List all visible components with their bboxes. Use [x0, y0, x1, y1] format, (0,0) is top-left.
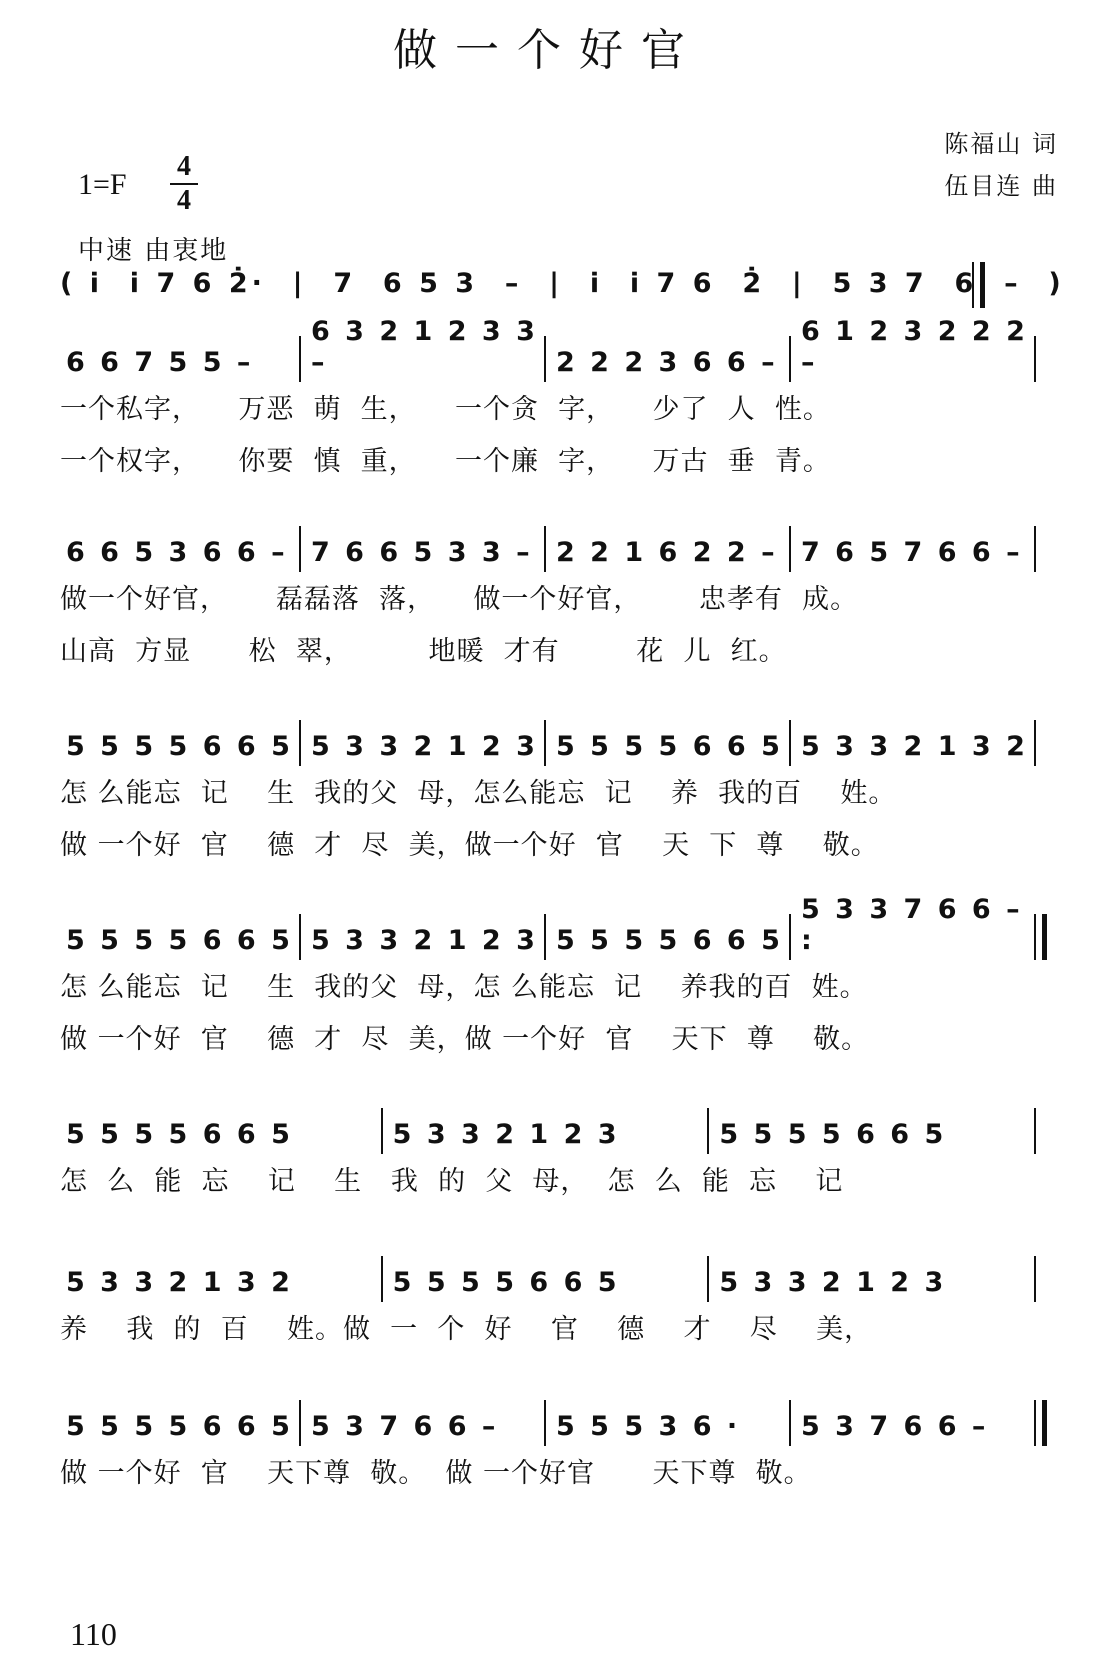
- measure-notes: 5 5 5 5 6 6 5: [556, 731, 783, 762]
- final-barline: [1034, 1400, 1047, 1446]
- score-system: [60, 316, 1050, 488]
- measure: [66, 910, 297, 962]
- measure-notes: 5 3 3 2 1 2 3: [311, 925, 538, 956]
- measure-notes: 5 5 5 5 6 6 5: [66, 1411, 293, 1442]
- measure: [66, 332, 297, 384]
- measure: [66, 1104, 379, 1156]
- barline: [1034, 1108, 1036, 1154]
- measure-notes: 5 5 5 3 6 ·: [556, 1411, 741, 1442]
- lyric-line: 养 我 的 百 姓。做 一 个 好 官 德 才 尽 美，: [60, 1314, 873, 1345]
- score-system: [60, 894, 1050, 1066]
- measure-notes: 5 3 3 2 1 3 2: [66, 1267, 293, 1298]
- barline: [299, 720, 301, 766]
- measure: [556, 1396, 787, 1448]
- measure-notes: 7 6 6 5 3 3 –: [311, 537, 533, 568]
- measure: [556, 522, 787, 574]
- tempo-marking: 中速 由衷地: [78, 236, 229, 266]
- lyric-line: 一个私字， 万恶 萌 生， 一个贪 字， 少了 人 性。: [60, 394, 831, 425]
- score-system: [60, 716, 1050, 872]
- barline: [299, 1400, 301, 1446]
- measure-notes: 5 5 5 5 6 6 5: [392, 1267, 620, 1298]
- score-system: [60, 1396, 1050, 1500]
- measure: [801, 716, 1032, 768]
- measure-notes: 5 3 3 7 6 6 – :: [801, 894, 1023, 956]
- time-signature-bottom: 4: [177, 185, 191, 216]
- measure-notes: 6 6 5 3 6 6 –: [66, 537, 288, 568]
- time-signature: [170, 152, 198, 216]
- barline: [544, 1400, 546, 1446]
- barline: [299, 336, 301, 382]
- barline: [707, 1256, 709, 1302]
- barline: [789, 720, 791, 766]
- notation-row: [60, 1396, 1050, 1448]
- barline: [789, 1400, 791, 1446]
- barline: [544, 336, 546, 382]
- measure: [801, 1396, 1032, 1448]
- measure-notes: 2 2 2 3 6 6 –: [556, 347, 778, 378]
- notation-row: [60, 1252, 1050, 1304]
- measure-notes: 6 3 2 1 2 3 3 –: [311, 316, 538, 378]
- measure: [311, 522, 542, 574]
- measure: [311, 716, 542, 768]
- barline: [1034, 336, 1036, 382]
- notation-row: [60, 522, 1050, 574]
- measure-notes: 6 1 2 3 2 2 2 –: [801, 316, 1028, 378]
- measure: [719, 1104, 1032, 1156]
- measure: [66, 522, 297, 574]
- barline: [299, 526, 301, 572]
- measure: [393, 1252, 706, 1304]
- intro-line: [60, 258, 1065, 310]
- lyricist-credit: 陈福山 词: [944, 130, 1058, 158]
- measure: [556, 716, 787, 768]
- lyric-line: 怎 么 能 忘 记 生 我 的 父 母， 怎 么 能 忘 记: [60, 1166, 844, 1197]
- measure-notes: 2 2 1 6 2 2 –: [556, 537, 778, 568]
- key-signature: 1=F: [78, 168, 127, 201]
- measure: [311, 1396, 542, 1448]
- measure: [66, 716, 297, 768]
- measure-notes: 5 5 5 5 6 6 5: [66, 925, 293, 956]
- notation-row: [60, 316, 1050, 384]
- measure: [556, 910, 787, 962]
- intro-notation: ( i̇ i̇ 7 6 2̇· | 7 6 5 3 – | i̇ i̇ 7 6 2̇ | 5 3 7 6 – ): [60, 268, 1065, 299]
- measure-notes: 5 3 7 6 6 –: [801, 1411, 989, 1442]
- lyric-line: 做 一个好 官 天下尊 敬。 做 一个好官 天下尊 敬。: [60, 1458, 812, 1489]
- measure-notes: 5 3 3 2 1 2 3: [392, 1119, 620, 1150]
- measure: [801, 522, 1032, 574]
- lyric-line: 做一个好官， 磊磊落 落， 做一个好官， 忠孝有 成。: [60, 584, 859, 615]
- notation-row: [60, 1104, 1050, 1156]
- measure-notes: 5 3 3 2 1 2 3: [719, 1267, 947, 1298]
- barline: [789, 914, 791, 960]
- page-title: 做一个好官: [393, 25, 703, 76]
- measure-notes: 5 3 3 2 1 2 3: [311, 731, 538, 762]
- barline: [789, 526, 791, 572]
- barline: [1034, 526, 1036, 572]
- barline: [1034, 1256, 1036, 1302]
- barline: [544, 914, 546, 960]
- barline: [972, 262, 985, 308]
- measure-notes: 7 6 5 7 6 6 –: [801, 537, 1023, 568]
- score-system: [60, 1252, 1050, 1356]
- time-signature-top: 4: [177, 151, 191, 182]
- measure: [311, 910, 542, 962]
- measure-notes: 6 6 7 5 5 –: [66, 347, 254, 378]
- barline: [707, 1108, 709, 1154]
- measure-notes: 5 5 5 5 6 6 5: [719, 1119, 947, 1150]
- notation-row: [60, 716, 1050, 768]
- measure: [311, 316, 542, 384]
- measure-notes: 5 3 7 6 6 –: [311, 1411, 499, 1442]
- composer-credit: 伍目连 曲: [944, 172, 1058, 200]
- measure: [66, 1252, 379, 1304]
- measure-notes: 5 5 5 5 6 6 5: [66, 731, 293, 762]
- score-system: [60, 1104, 1050, 1208]
- lyric-line: 做 一个好 官 德 才 尽 美，做 一个好 官 天下 尊 敬。: [60, 1024, 870, 1055]
- measure: [801, 316, 1032, 384]
- score-system: [60, 522, 1050, 678]
- lyric-line: 一个权字， 你要 慎 重， 一个廉 字， 万古 垂 青。: [60, 446, 831, 477]
- measure: [556, 332, 787, 384]
- measure-notes: 5 5 5 5 6 6 5: [556, 925, 783, 956]
- barline: [381, 1256, 383, 1302]
- measure: [719, 1252, 1032, 1304]
- notation-row: [60, 894, 1050, 962]
- barline: [789, 336, 791, 382]
- lyric-line: 做 一个好 官 德 才 尽 美，做一个好 官 天 下 尊 敬。: [60, 830, 879, 861]
- lyric-line: 怎 么能忘 记 生 我的父 母，怎 么能忘 记 养我的百 姓。: [60, 972, 868, 1003]
- barline: [544, 526, 546, 572]
- measure: [66, 1396, 297, 1448]
- barline: [381, 1108, 383, 1154]
- final-barline: [1034, 914, 1047, 960]
- barline: [544, 720, 546, 766]
- lyric-line: 山高 方显 松 翠， 地暖 才有 花 儿 红。: [60, 636, 787, 667]
- lyric-line: 怎 么能忘 记 生 我的父 母，怎么能忘 记 养 我的百 姓。: [60, 778, 897, 809]
- measure: [801, 894, 1032, 962]
- measure-notes: 5 3 3 2 1 3 2: [801, 731, 1028, 762]
- barline: [299, 914, 301, 960]
- barline: [1034, 720, 1036, 766]
- page-number: 110: [70, 1616, 117, 1652]
- measure: [393, 1104, 706, 1156]
- measure-notes: 5 5 5 5 6 6 5: [66, 1119, 293, 1150]
